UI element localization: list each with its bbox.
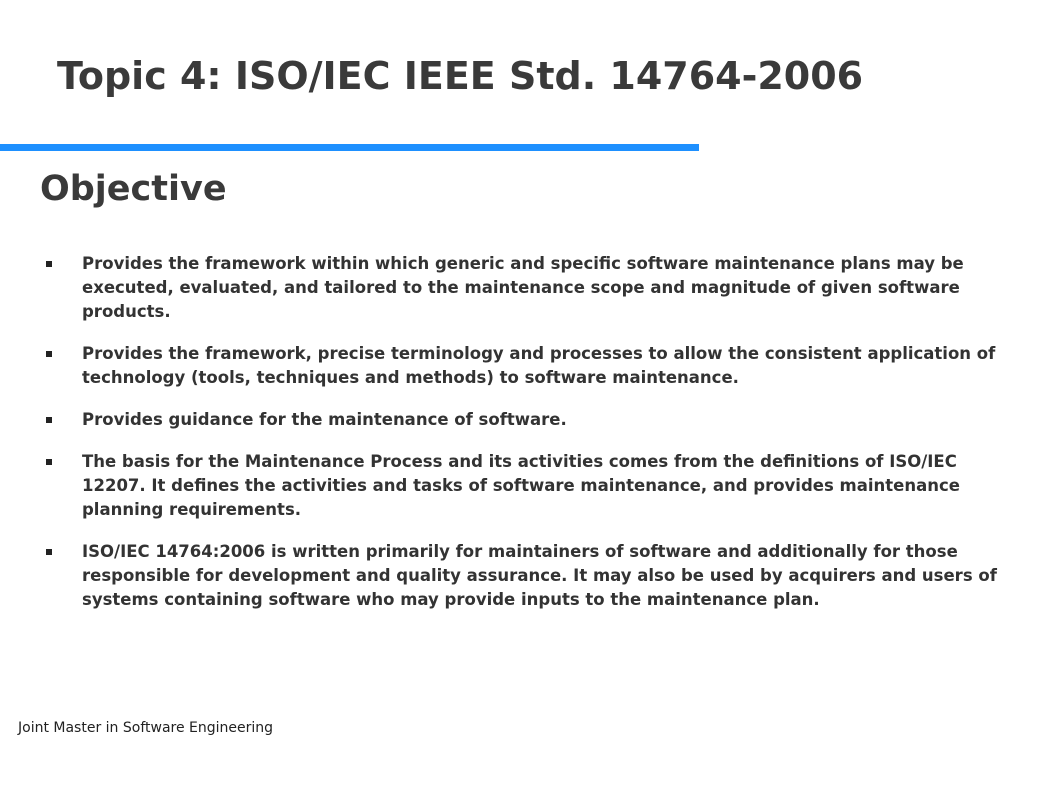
bullet-item [46, 450, 1006, 522]
square-bullet-icon [46, 549, 52, 555]
bullet-text: Provides the framework within which generic and specific software maintenance plans may be executed, evaluated, and tailored to the maintenance scope and magnitude of given software products. [82, 254, 964, 321]
footer-text: Joint Master in Software Engineering [18, 720, 274, 736]
section-heading: Objective [40, 169, 227, 209]
square-bullet-icon [46, 351, 52, 357]
bullet-text: ISO/IEC 14764:2006 is written primarily for maintainers of software and additionally for those responsible for development and quality assurance. It may also be used by acquirers and users of systems containing software who may provide inputs to the maintenance plan. [82, 542, 997, 609]
bullet-text: Provides the framework, precise terminology and processes to allow the consistent application of technology (tools, techniques and methods) to software maintenance. [82, 344, 996, 387]
bullet-text: Provides guidance for the maintenance of software. [82, 410, 567, 429]
bullet-item [46, 540, 1006, 612]
bullet-item [46, 408, 1006, 432]
square-bullet-icon [46, 417, 52, 423]
title-underline-bar [0, 144, 699, 151]
bullet-text: The basis for the Maintenance Process and its activities comes from the definitions of ISO/IEC 12207. It defines the activities and tasks of software maintenance, and provides maintenance planning requirements. [82, 452, 960, 519]
bullet-item [46, 252, 1006, 324]
square-bullet-icon [46, 261, 52, 267]
square-bullet-icon [46, 459, 52, 465]
bullet-item [46, 342, 1006, 390]
objective-bullet-list [46, 252, 1006, 630]
slide-title: Topic 4: ISO/IEC IEEE Std. 14764-2006 [57, 54, 864, 98]
